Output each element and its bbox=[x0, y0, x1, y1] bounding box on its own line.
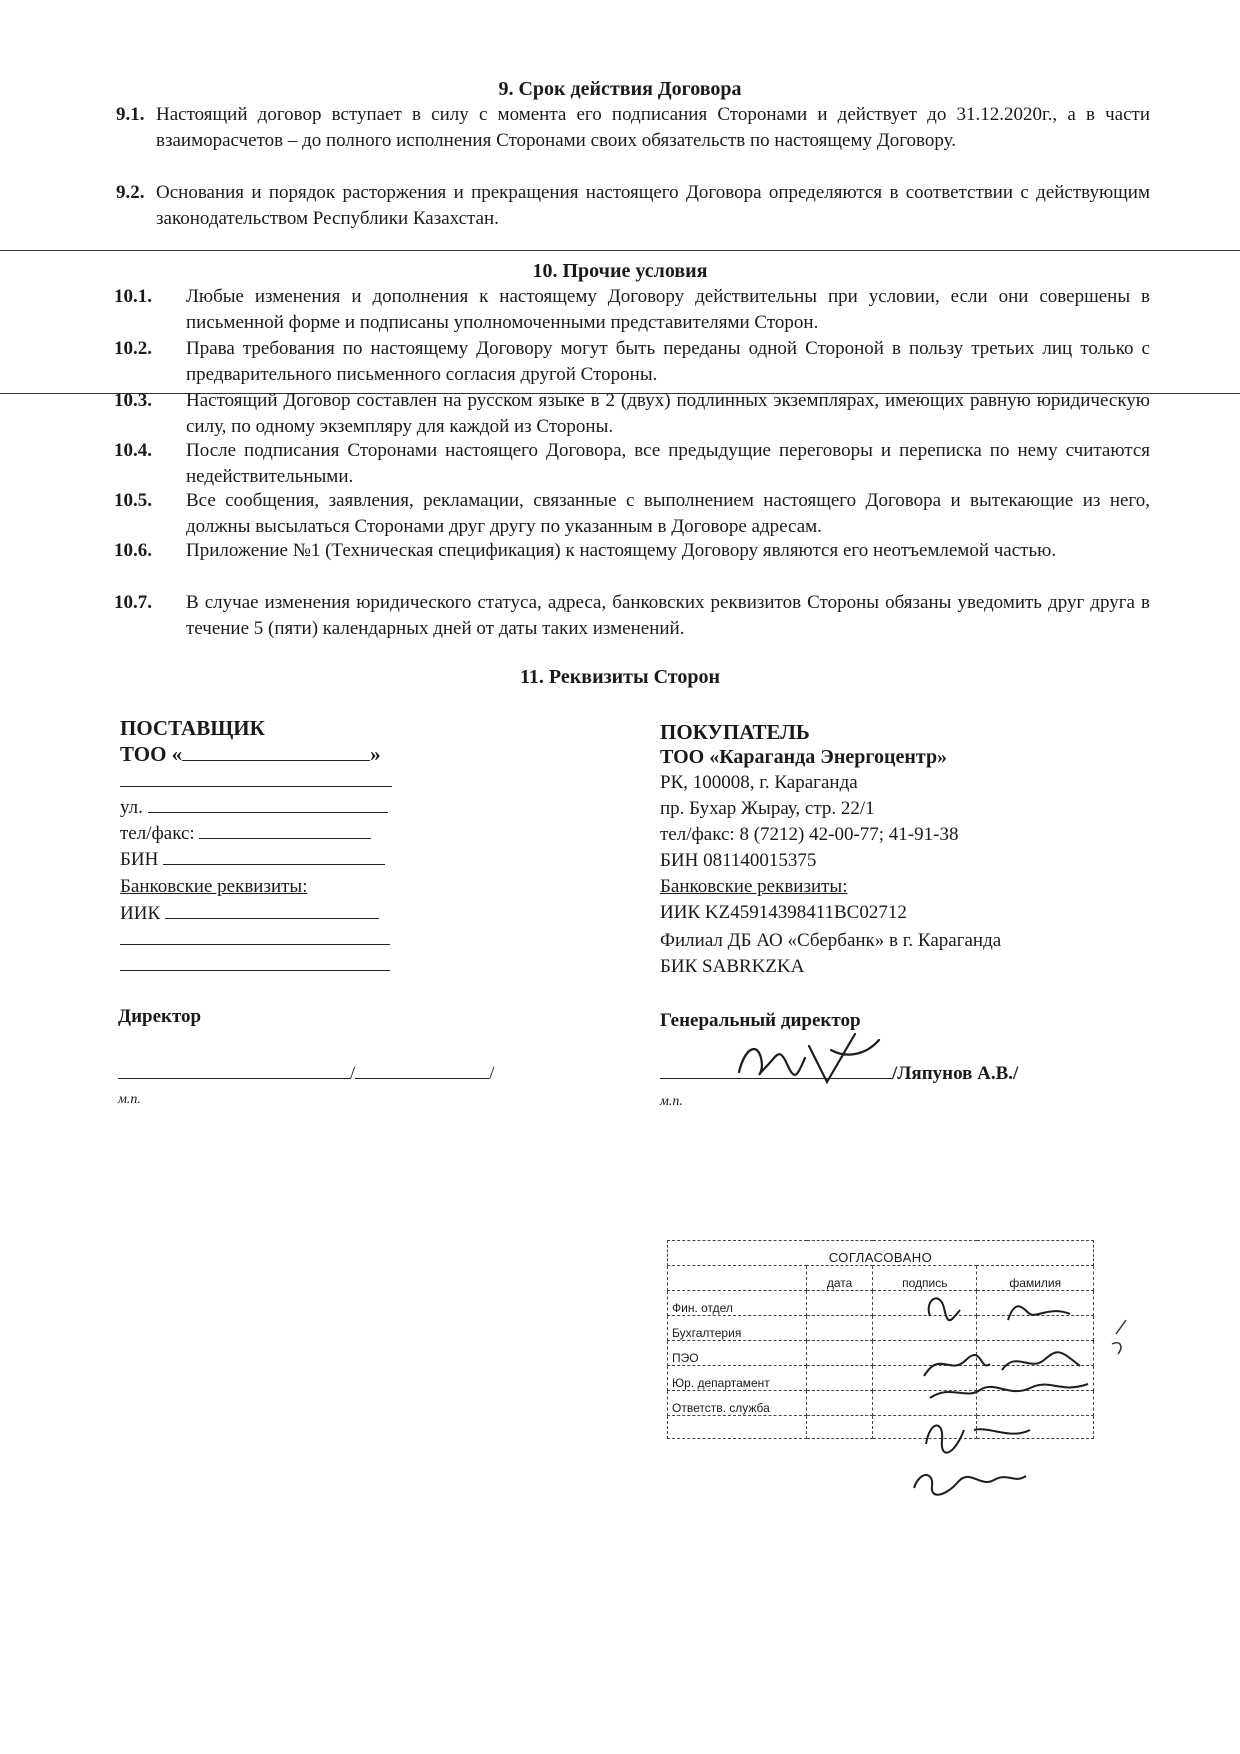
approval-col-date: дата bbox=[807, 1266, 873, 1291]
clause-9-1 bbox=[116, 102, 1150, 154]
clause-number: 10.4. bbox=[114, 440, 152, 461]
approval-row-label: Бухгалтерия bbox=[668, 1316, 807, 1341]
approval-row-label: Юр. департамент bbox=[668, 1366, 807, 1391]
clause-10-1 bbox=[114, 284, 1150, 336]
clause-10-3 bbox=[114, 388, 1150, 440]
section-10-title: 10. Прочие условия bbox=[532, 260, 708, 282]
buyer-address-line-2: пр. Бухар Жырау, стр. 22/1 bbox=[660, 798, 875, 819]
supplier-too-suffix: » bbox=[370, 742, 381, 766]
supplier-phone-label: тел/факс: bbox=[120, 823, 195, 844]
approval-row-label: Фин. отдел bbox=[668, 1291, 807, 1316]
supplier-street-line bbox=[120, 796, 388, 819]
buyer-bank-label: Банковские реквизиты: bbox=[660, 876, 848, 897]
clause-text: Основания и порядок расторжения и прекращения настоящего Договора определяются в соответствии с действующим законодательством Республики Казахстан. bbox=[156, 182, 1150, 229]
buyer-stamp-place: м.п. bbox=[660, 1094, 683, 1109]
signature-slash: / bbox=[350, 1063, 356, 1084]
clause-text: Любые изменения и дополнения к настоящему Договору действительны при условии, если они совершены в письменной форме и подписаны уполномоченными представителями Сторон. bbox=[186, 286, 1150, 333]
approval-row-label: ПЭО bbox=[668, 1341, 807, 1366]
clause-number: 10.6. bbox=[114, 540, 152, 561]
supplier-director-label: Директор bbox=[118, 1006, 202, 1027]
clause-number: 10.7. bbox=[114, 592, 152, 613]
clause-number: 10.5. bbox=[114, 490, 152, 511]
supplier-company-line bbox=[120, 742, 381, 767]
clause-number: 9.2. bbox=[116, 182, 145, 203]
buyer-branch: Филиал ДБ АО «Сбербанк» в г. Караганда bbox=[660, 930, 1002, 951]
supplier-bin-line bbox=[120, 848, 385, 871]
clause-number: 10.3. bbox=[114, 390, 152, 411]
clause-number: 10.2. bbox=[114, 338, 152, 359]
supplier-heading: ПОСТАВЩИК bbox=[120, 716, 265, 740]
section-11-title: 11. Реквизиты Сторон bbox=[520, 666, 720, 688]
approval-signatures-icon bbox=[920, 1280, 1130, 1480]
approval-title: СОГЛАСОВАНО bbox=[668, 1241, 1094, 1266]
buyer-phone: тел/факс: 8 (7212) 42-00-77; 41-91-38 bbox=[660, 824, 959, 845]
clause-text: Права требования по настоящему Договору могут быть переданы одной Стороной в пользу третьих лиц только с предварительного письменного согласия другой Стороны. bbox=[186, 338, 1150, 385]
signature-slash: / bbox=[489, 1063, 495, 1084]
clause-10-6 bbox=[114, 538, 1150, 564]
approval-col-name: фамилия bbox=[977, 1266, 1094, 1291]
clause-number: 10.1. bbox=[114, 286, 152, 307]
supplier-signature-line bbox=[118, 1062, 495, 1085]
clause-10-5 bbox=[114, 488, 1150, 540]
supplier-name-blank bbox=[182, 744, 370, 761]
clause-number: 9.1. bbox=[116, 104, 145, 125]
clause-text: Настоящий договор вступает в силу с момента его подписания Сторонами и действует до 31.12.2020г., а в части взаиморасчетов – до полного исполнения Сторонами своих обязательств по настоящему Договору. bbox=[156, 104, 1150, 151]
approval-row-label: Ответств. служба bbox=[668, 1391, 807, 1416]
buyer-signatory: /Ляпунов А.В./ bbox=[892, 1063, 1019, 1084]
supplier-iik-line bbox=[120, 902, 379, 925]
buyer-heading: ПОКУПАТЕЛЬ bbox=[660, 720, 810, 744]
clause-10-2 bbox=[114, 336, 1150, 388]
buyer-address-line-1: РК, 100008, г. Караганда bbox=[660, 772, 858, 793]
clause-10-4 bbox=[114, 438, 1150, 490]
section-9-title: 9. Срок действия Договора bbox=[498, 78, 742, 100]
supplier-blank-line bbox=[120, 928, 390, 951]
supplier-phone-line bbox=[120, 822, 371, 845]
clause-text: Все сообщения, заявления, рекламации, связанные с выполнением настоящего Договора и вытекающие из него, должны высылаться Сторонами друг другу по указанным в Договоре адресам. bbox=[186, 490, 1150, 537]
clause-text: Приложение №1 (Техническая спецификация) к настоящему Договору являются его неотъемлемой частью. bbox=[186, 540, 1057, 561]
buyer-director-label: Генеральный директор bbox=[660, 1010, 861, 1031]
extra-signature-icon bbox=[910, 1462, 1030, 1502]
supplier-bin-label: БИН bbox=[120, 849, 159, 870]
buyer-iik: ИИК KZ45914398411BC02712 bbox=[660, 902, 907, 923]
clause-10-7 bbox=[114, 590, 1150, 642]
supplier-iik-label: ИИК bbox=[120, 903, 161, 924]
clause-9-2 bbox=[116, 180, 1150, 232]
supplier-bank-label: Банковские реквизиты: bbox=[120, 876, 308, 897]
clause-text: После подписания Сторонами настоящего Договора, все предыдущие переговоры и переписка по нему считаются недействительными. bbox=[186, 440, 1150, 487]
buyer-company: ТОО «Караганда Энергоцентр» bbox=[660, 746, 948, 768]
supplier-stamp-place: м.п. bbox=[118, 1092, 141, 1107]
clause-text: Настоящий Договор составлен на русском языке в 2 (двух) подлинных экземплярах, имеющих равную юридическую силу, по одному экземпляру для каждой из Стороны. bbox=[186, 390, 1150, 437]
clause-text: В случае изменения юридического статуса, адреса, банковских реквизитов Стороны обязаны уведомить друг друга в течение 5 (пяти) календарных дней от даты таких изменений. bbox=[186, 592, 1150, 639]
supplier-blank-line bbox=[120, 954, 390, 977]
approval-col-sign: подпись bbox=[873, 1266, 977, 1291]
buyer-bik: БИК SABRKZKA bbox=[660, 956, 805, 977]
supplier-too-prefix: ТОО « bbox=[120, 742, 183, 766]
director-signature-icon bbox=[735, 1028, 885, 1088]
supplier-blank-line bbox=[120, 770, 392, 793]
supplier-street-label: ул. bbox=[120, 797, 143, 818]
scan-line bbox=[0, 250, 1240, 251]
buyer-bin: БИН 081140015375 bbox=[660, 850, 817, 871]
